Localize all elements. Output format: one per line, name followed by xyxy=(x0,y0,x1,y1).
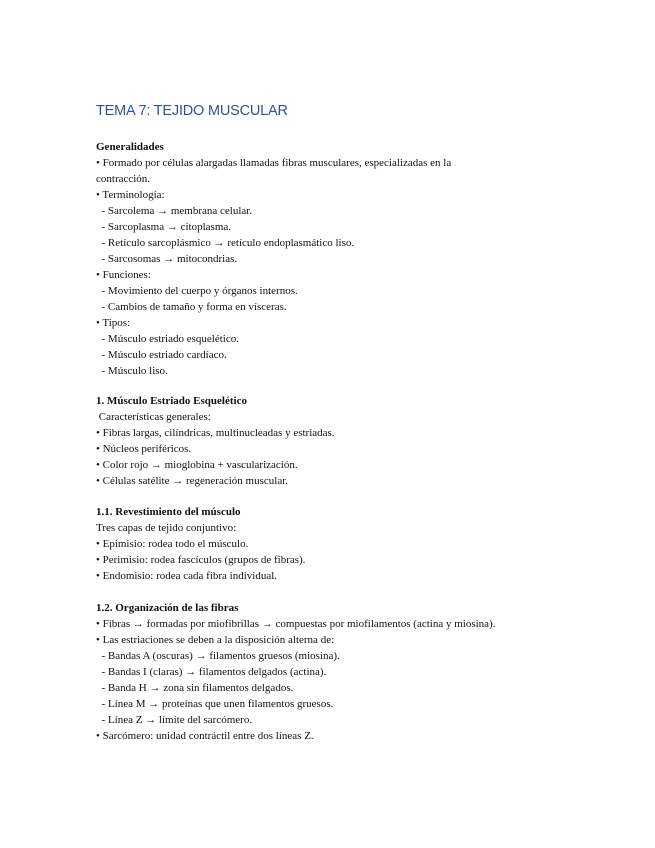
text-line: - Sarcolema → membrana celular. xyxy=(96,205,253,217)
text-line: • Color rojo → mioglobina + vascularización. xyxy=(96,459,298,471)
text-line: • Tipos: xyxy=(96,317,131,329)
text-line: - Bandas I (claras) → filamentos delgados (actina). xyxy=(96,666,327,678)
section-heading: Generalidades xyxy=(96,141,164,153)
text-line: contracción. xyxy=(96,173,151,185)
text-line: - Sarcoplasma → citoplasma. xyxy=(96,221,232,233)
text-line: - Movimiento del cuerpo y órganos internos. xyxy=(96,285,298,297)
section-revestimiento-del-musculo xyxy=(96,504,566,584)
text-line: • Formado por células alargadas llamadas fibras musculares, especializadas en la xyxy=(96,157,452,169)
document-title: TEMA 7: TEJIDO MUSCULAR xyxy=(96,103,288,119)
section-organizacion-de-las-fibras xyxy=(96,600,566,744)
text-line: • Las estriaciones se deben a la disposición alterna de: xyxy=(96,634,335,646)
text-line: • Núcleos periféricos. xyxy=(96,443,192,455)
text-line: • Funciones: xyxy=(96,269,151,281)
text-line: - Línea M → proteínas que unen filamentos gruesos. xyxy=(96,698,334,710)
text-line: - Línea Z → límite del sarcómero. xyxy=(96,714,253,726)
text-line: • Endomisio: rodea cada fibra individual. xyxy=(96,570,278,582)
text-line: • Perimisio: rodea fascículos (grupos de fibras). xyxy=(96,554,306,566)
text-line: • Fibras largas, cilíndricas, multinucleadas y estriadas. xyxy=(96,427,335,439)
text-line: • Sarcómero: unidad contráctil entre dos líneas Z. xyxy=(96,730,314,742)
text-line: - Músculo liso. xyxy=(96,365,168,377)
text-line: Características generales: xyxy=(96,411,211,423)
section-heading: 1. Músculo Estriado Esquelético xyxy=(96,395,247,407)
text-line: - Retículo sarcoplásmico → retículo endoplasmático liso. xyxy=(96,237,355,249)
text-line: • Epimisio: rodea todo el músculo. xyxy=(96,538,249,550)
text-line: - Cambios de tamaño y forma en vísceras. xyxy=(96,301,287,313)
section-heading: 1.2. Organización de las fibras xyxy=(96,602,239,614)
section-generalidades xyxy=(96,139,566,379)
text-line: - Músculo estriado cardíaco. xyxy=(96,349,227,361)
text-line: • Células satélite → regeneración muscular. xyxy=(96,475,289,487)
text-line: • Fibras → formadas por miofibrillas → compuestas por miofilamentos (actina y miosina). xyxy=(96,618,496,630)
text-line: - Sarcosomas → mitocondrias. xyxy=(96,253,238,265)
section-heading: 1.1. Revestimiento del músculo xyxy=(96,506,241,518)
section-musculo-estriado-esqueletico xyxy=(96,393,566,489)
text-line: Tres capas de tejido conjuntivo: xyxy=(96,522,237,534)
text-line: - Músculo estriado esquelético. xyxy=(96,333,239,345)
text-line: • Terminología: xyxy=(96,189,165,201)
text-line: - Bandas A (oscuras) → filamentos gruesos (miosina). xyxy=(96,650,340,662)
text-line: - Banda H → zona sin filamentos delgados. xyxy=(96,682,294,694)
